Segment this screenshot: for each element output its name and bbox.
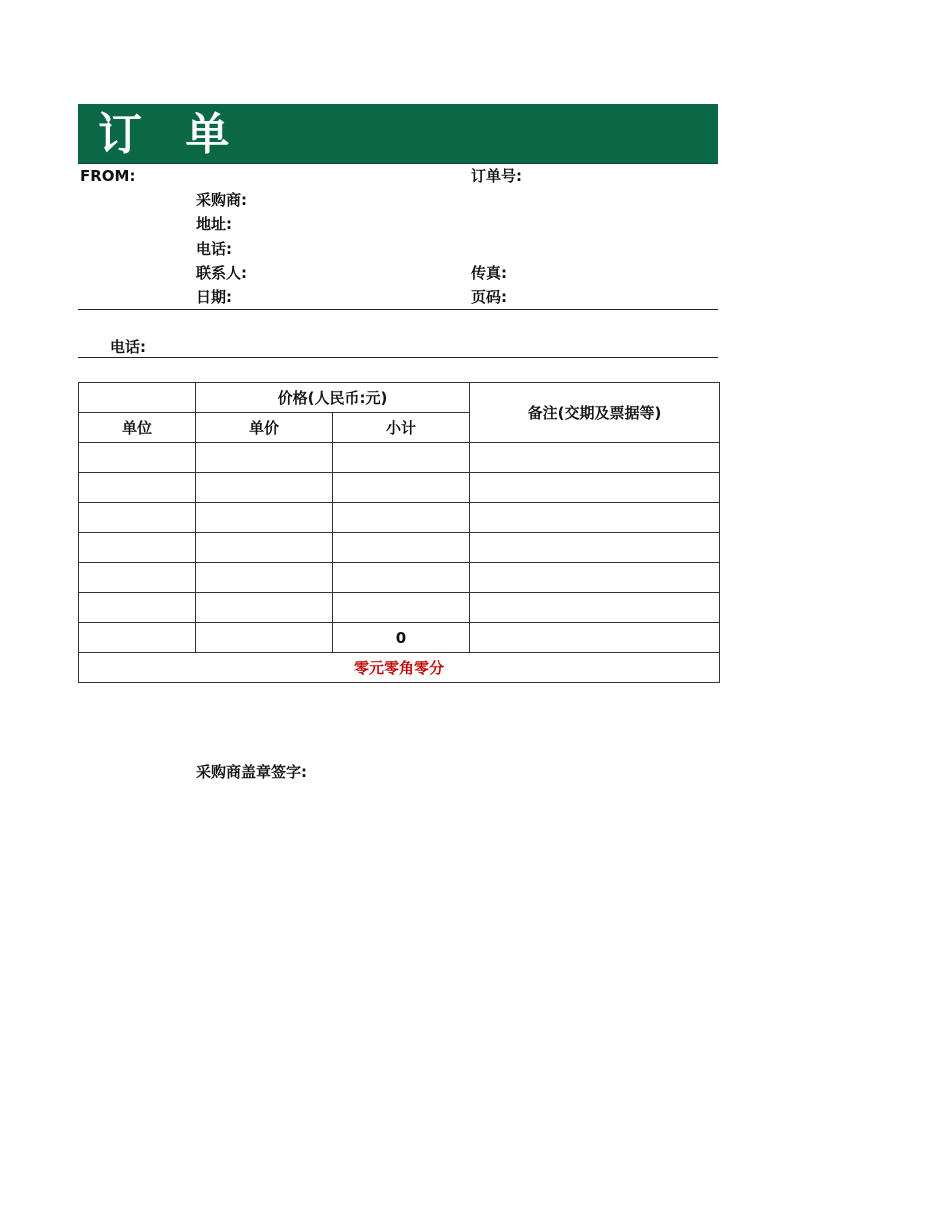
subtotal-total-cell: 0 <box>333 623 470 653</box>
table-cell[interactable] <box>196 443 333 473</box>
table-cell[interactable] <box>79 563 196 593</box>
table-cell[interactable] <box>79 593 196 623</box>
address-label: 地址: <box>196 215 232 233</box>
table-header-row <box>79 383 720 413</box>
total-row <box>79 623 720 653</box>
table-cell[interactable] <box>196 473 333 503</box>
table-cell[interactable] <box>470 473 720 503</box>
table-cell[interactable] <box>333 503 470 533</box>
table-cell[interactable] <box>470 533 720 563</box>
unit-header: 单位 <box>79 413 196 443</box>
table-cell[interactable] <box>79 503 196 533</box>
amount-in-words-row <box>79 653 720 683</box>
table-cell[interactable] <box>470 563 720 593</box>
table-cell[interactable] <box>196 593 333 623</box>
table-row <box>79 473 720 503</box>
table-cell[interactable] <box>333 593 470 623</box>
table-cell[interactable] <box>196 563 333 593</box>
remarks-header: 备注(交期及票据等) <box>470 383 720 443</box>
page-title: 订 单 <box>98 109 244 160</box>
buyer-label: 采购商: <box>196 191 247 209</box>
from-label: FROM: <box>80 167 136 185</box>
subtotal-header: 小计 <box>333 413 470 443</box>
order-number-label: 订单号: <box>471 167 522 185</box>
amount-in-words: 零元零角零分 <box>79 653 720 683</box>
unit-price-header: 单价 <box>196 413 333 443</box>
table-row <box>79 593 720 623</box>
table-cell[interactable] <box>196 623 333 653</box>
table-cell[interactable] <box>333 443 470 473</box>
table-cell[interactable] <box>79 623 196 653</box>
table-cell[interactable] <box>470 503 720 533</box>
table-row <box>79 443 720 473</box>
fax-label: 传真: <box>471 264 507 282</box>
table-cell[interactable] <box>196 503 333 533</box>
divider <box>78 357 718 358</box>
table-cell[interactable] <box>470 623 720 653</box>
contact-label: 联系人: <box>196 264 247 282</box>
table-cell[interactable] <box>79 533 196 563</box>
table-row <box>79 563 720 593</box>
date-label: 日期: <box>196 288 232 306</box>
price-group-header: 价格(人民币:元) <box>196 383 470 413</box>
table-cell[interactable] <box>470 443 720 473</box>
divider <box>78 309 718 310</box>
table-cell[interactable] <box>79 473 196 503</box>
table-cell[interactable] <box>333 473 470 503</box>
recipient-phone-label: 电话: <box>110 338 146 356</box>
table-cell[interactable] <box>333 533 470 563</box>
table-cell[interactable] <box>196 533 333 563</box>
table-row <box>79 533 720 563</box>
order-items-table <box>78 382 720 683</box>
table-cell[interactable] <box>333 563 470 593</box>
page-number-label: 页码: <box>471 288 507 306</box>
title-bar <box>78 104 718 164</box>
table-cell[interactable] <box>470 593 720 623</box>
table-header-cell <box>79 383 196 413</box>
phone-label: 电话: <box>196 240 232 258</box>
table-row <box>79 503 720 533</box>
signature-label: 采购商盖章签字: <box>196 763 307 781</box>
table-cell[interactable] <box>79 443 196 473</box>
